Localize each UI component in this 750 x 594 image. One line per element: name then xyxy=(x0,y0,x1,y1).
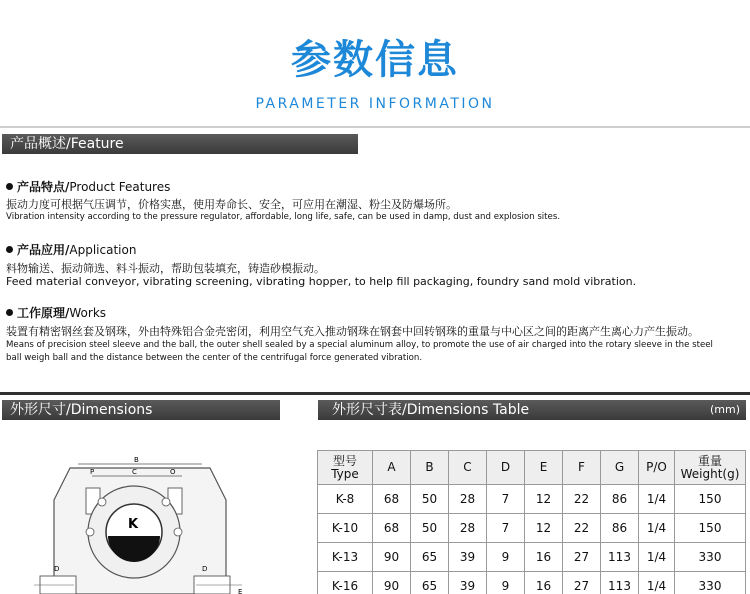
table-cell: 28 xyxy=(449,485,487,514)
heading-cn: 产品应用/ xyxy=(17,243,70,257)
heading-en: Application xyxy=(69,243,137,257)
dim-label: D xyxy=(202,565,208,573)
application-text-cn: 料物输送、振动筛选、料斗振动，帮助包装填充，铸造砂模振动。 xyxy=(6,262,325,275)
dimensions-table-title: 外形尺寸表/Dimensions Table xyxy=(332,402,530,418)
table-cell: K-13 xyxy=(318,543,373,572)
table-cell: 16 xyxy=(525,572,563,594)
dimensions-table-bar xyxy=(318,400,746,420)
col-header-g: G xyxy=(601,451,639,485)
table-row xyxy=(318,514,746,543)
table-row xyxy=(318,572,746,594)
table-cell: 50 xyxy=(411,514,449,543)
table-cell: 50 xyxy=(411,485,449,514)
table-cell: 90 xyxy=(373,543,411,572)
table-cell: 65 xyxy=(411,572,449,594)
col-header-type: 型号 Type xyxy=(318,451,373,485)
table-cell: 330 xyxy=(675,572,746,594)
table-cell: K-10 xyxy=(318,514,373,543)
heading-cn: 产品特点/ xyxy=(17,180,70,194)
features-text-en: Vibration intensity according to the pressure regulator, affordable, long life, safe, can be used in damp, dust and explosion sites. xyxy=(6,212,561,222)
col-header-d: D xyxy=(487,451,525,485)
table-cell: 27 xyxy=(563,543,601,572)
table-cell: 113 xyxy=(601,572,639,594)
table-cell: 68 xyxy=(373,514,411,543)
table-cell: 1/4 xyxy=(639,572,675,594)
works-heading xyxy=(6,304,106,321)
bullet-icon xyxy=(6,183,13,190)
feature-section-bar: 产品概述/Feature xyxy=(2,134,358,154)
col-header-weight: 重量 Weight(g) xyxy=(675,451,746,485)
header-divider xyxy=(0,126,750,128)
col-header-b: B xyxy=(411,451,449,485)
table-cell: 86 xyxy=(601,485,639,514)
table-cell: 1/4 xyxy=(639,543,675,572)
table-cell: 7 xyxy=(487,514,525,543)
table-cell: 12 xyxy=(525,514,563,543)
application-text-en: Feed material conveyor, vibrating screening, vibrating hopper, to help fill packaging, foundry sand mold vibration. xyxy=(6,275,637,288)
table-cell: K-16 xyxy=(318,572,373,594)
table-header-row xyxy=(318,451,746,485)
table-cell: 1/4 xyxy=(639,485,675,514)
table-cell: 28 xyxy=(449,514,487,543)
heading-cn: 工作原理/ xyxy=(17,306,70,320)
table-cell: 150 xyxy=(675,485,746,514)
table-cell: 7 xyxy=(487,485,525,514)
works-text-en-2: ball weigh ball and the distance between the center of the centrifugal force generated vibration. xyxy=(6,353,423,363)
table-body xyxy=(318,485,746,594)
table-cell: 65 xyxy=(411,543,449,572)
table-cell: 9 xyxy=(487,543,525,572)
works-text-en-1: Means of precision steel sleeve and the ball, the outer shell sealed by a special aluminum alloy, to promote the use of air charged into the rotary sleeve in the steel xyxy=(6,340,713,350)
page-subtitle: PARAMETER INFORMATION xyxy=(255,96,495,112)
table-cell: 86 xyxy=(601,514,639,543)
table-cell: 330 xyxy=(675,543,746,572)
col-header-e: E xyxy=(525,451,563,485)
dim-label: D xyxy=(54,565,60,573)
table-row xyxy=(318,485,746,514)
dim-label: O xyxy=(170,468,176,476)
table-cell: 16 xyxy=(525,543,563,572)
works-text-cn: 装置有精密钢丝套及钢珠，外由特殊铝合金壳密闭，利用空气充入推动钢珠在钢套中回转钢珠的重量与中心区之间的距离产生离心力产生振动。 xyxy=(6,325,699,338)
col-header-f: F xyxy=(563,451,601,485)
dim-label: B xyxy=(134,456,139,464)
bullet-icon xyxy=(6,309,13,316)
dim-label: C xyxy=(132,468,137,476)
dim-label: P xyxy=(90,468,95,476)
table-cell: K-8 xyxy=(318,485,373,514)
table-cell: 1/4 xyxy=(639,514,675,543)
model-k-label: K xyxy=(128,517,139,532)
col-header-po: P/O xyxy=(639,451,675,485)
col-header-a: A xyxy=(373,451,411,485)
table-cell: 90 xyxy=(373,572,411,594)
table-cell: 9 xyxy=(487,572,525,594)
table-cell: 27 xyxy=(563,572,601,594)
section-divider xyxy=(0,392,750,395)
table-cell: 22 xyxy=(563,514,601,543)
heading-en: Product Features xyxy=(69,180,171,194)
application-heading xyxy=(6,241,136,258)
product-features-heading xyxy=(6,178,170,195)
dim-label: E xyxy=(238,588,243,594)
table-cell: 22 xyxy=(563,485,601,514)
heading-en: Works xyxy=(69,306,107,320)
table-cell: 39 xyxy=(449,572,487,594)
dimensions-table xyxy=(317,450,746,594)
table-cell: 12 xyxy=(525,485,563,514)
vibrator-dimension-drawing xyxy=(30,440,260,594)
unit-label: (mm) xyxy=(709,403,740,416)
table-cell: 150 xyxy=(675,514,746,543)
table-cell: 113 xyxy=(601,543,639,572)
bullet-icon xyxy=(6,246,13,253)
dimensions-section-bar: 外形尺寸/Dimensions xyxy=(2,400,280,420)
table-cell: 68 xyxy=(373,485,411,514)
features-text-cn: 振动力度可根据气压调节，价格实惠，使用寿命长、安全，可应用在潮湿、粉尘及防爆场所。 xyxy=(6,198,457,211)
table-cell: 39 xyxy=(449,543,487,572)
page-title: 参数信息 xyxy=(291,37,459,83)
table-row xyxy=(318,543,746,572)
col-header-c: C xyxy=(449,451,487,485)
